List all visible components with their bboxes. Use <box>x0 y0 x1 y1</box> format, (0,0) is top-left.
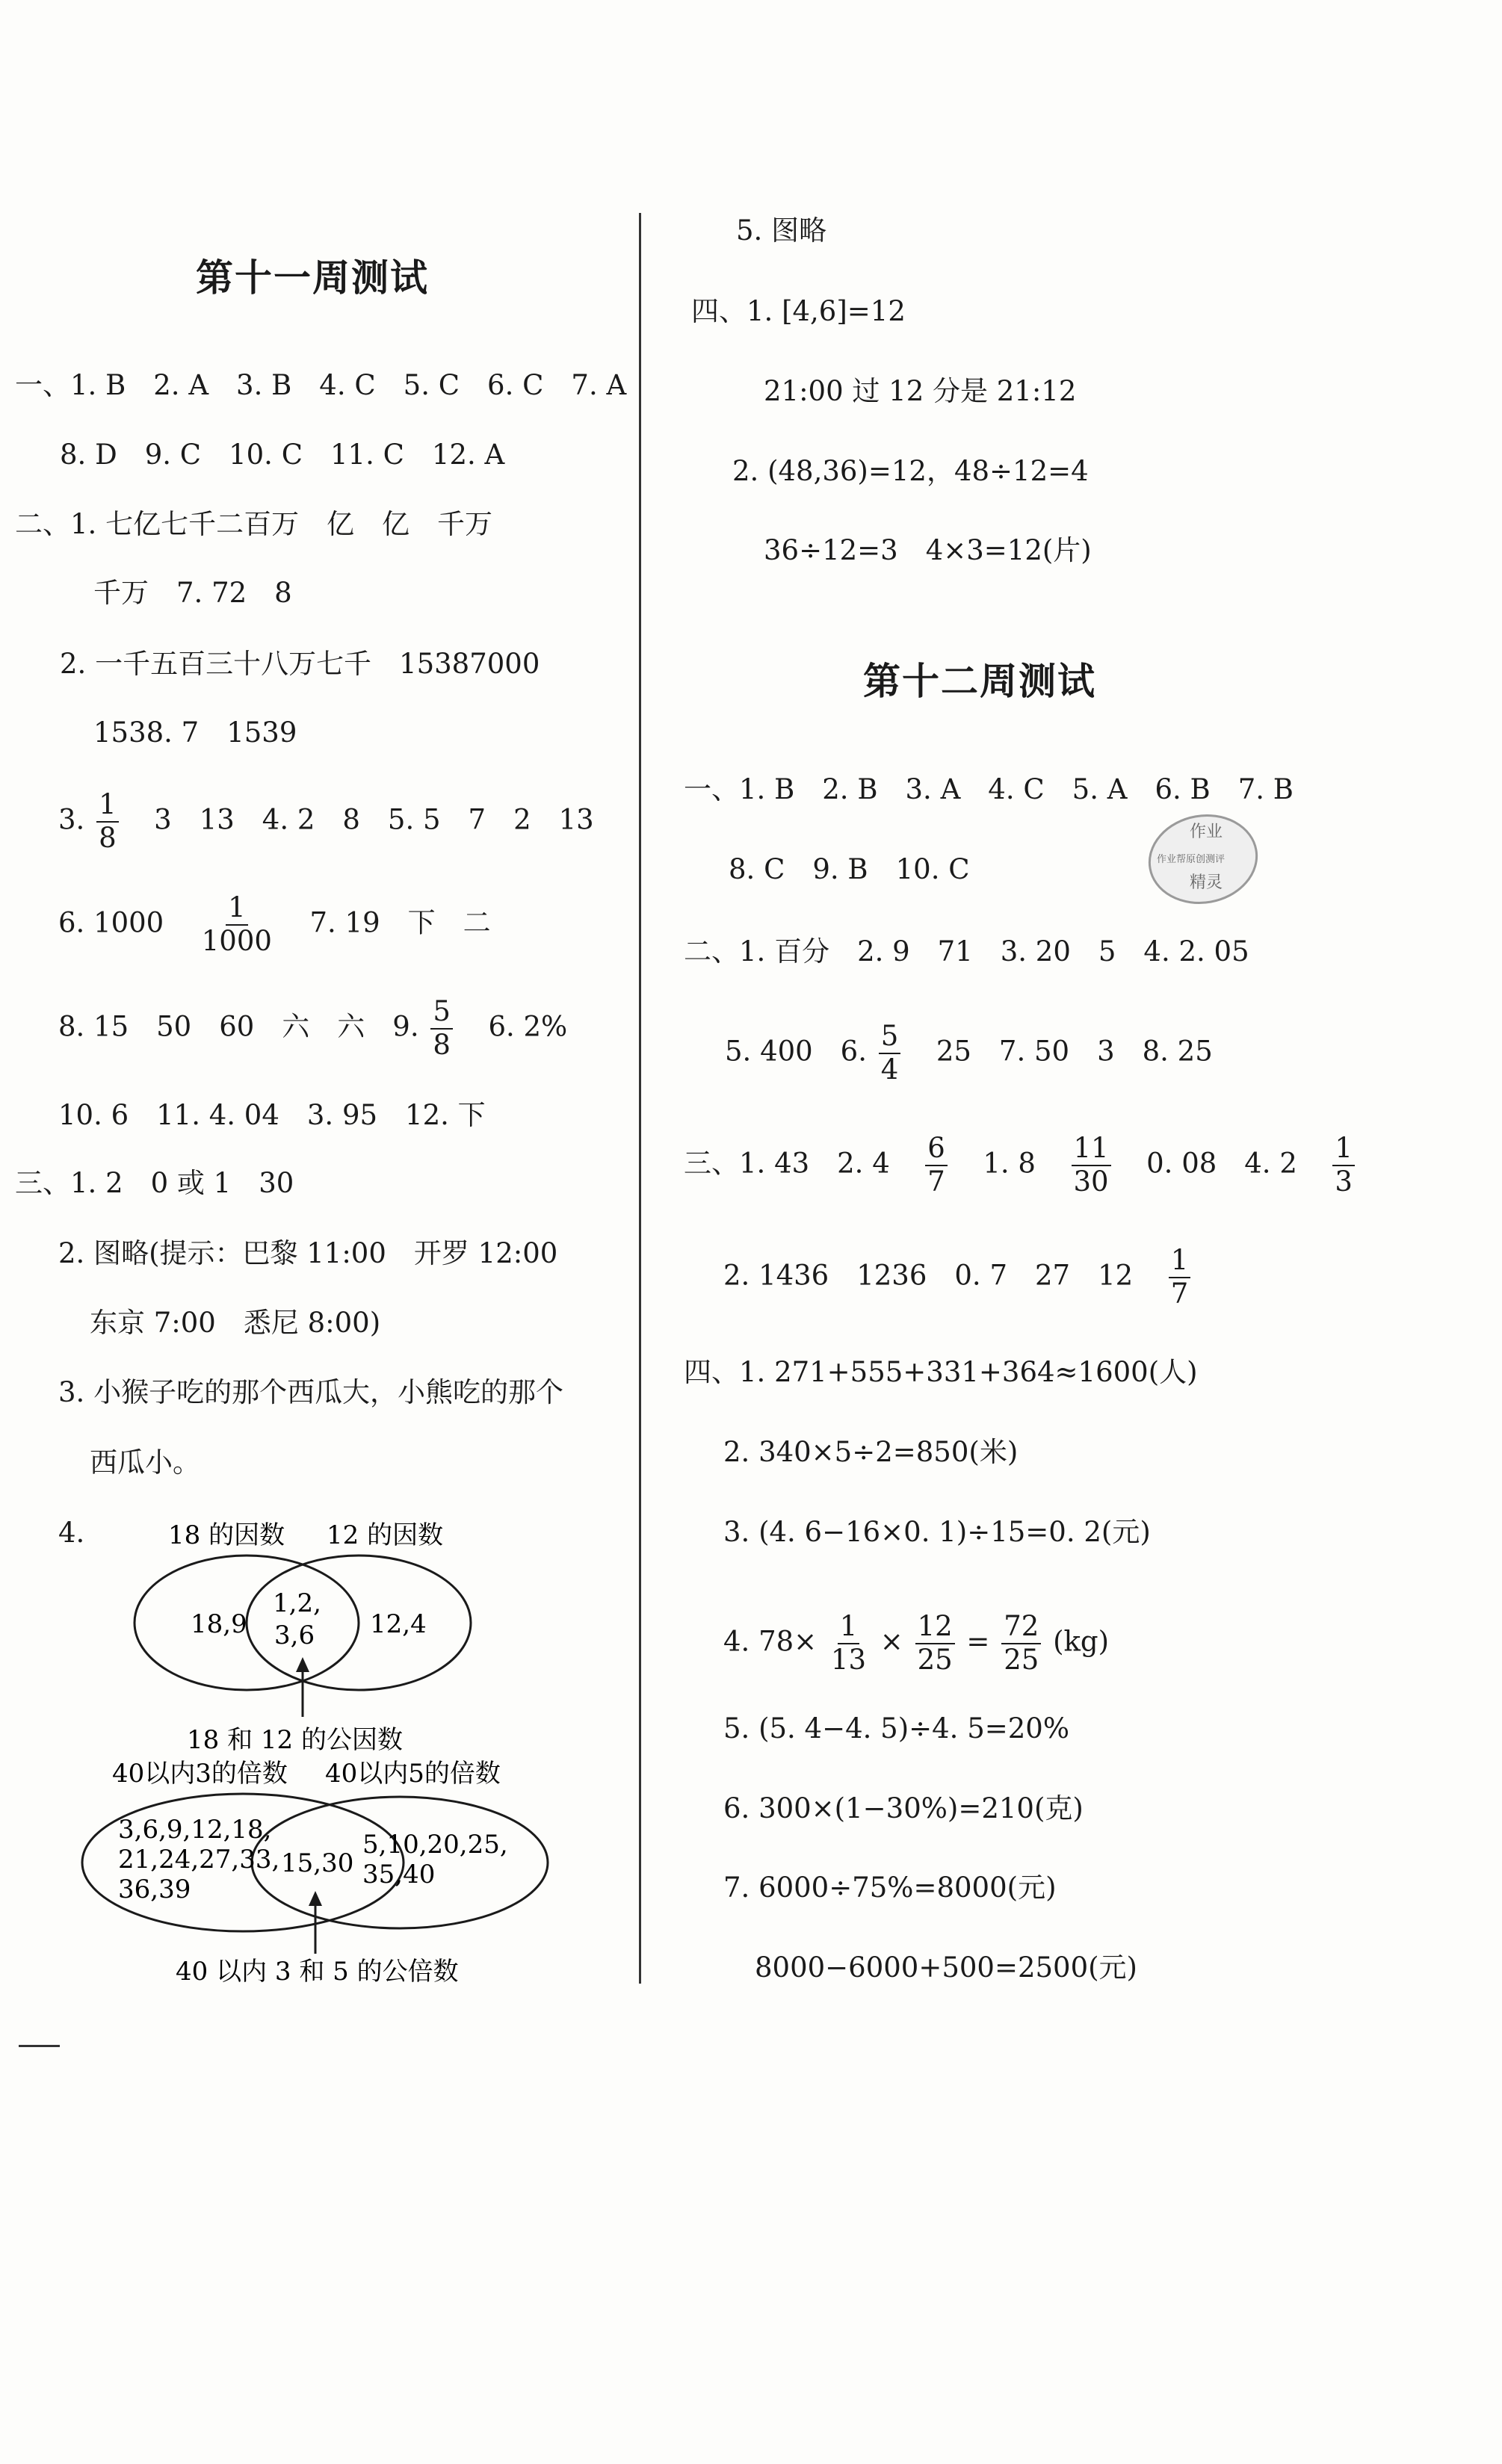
q9-fraction: $\frac{5}{8}$ <box>430 997 453 1060</box>
s3-mid2: 0. 08 4. 2 <box>1146 1147 1297 1180</box>
week11-q6-line <box>58 891 491 957</box>
week12-section4-line1: 四、1. 271+555+331+364≈1600(人) <box>684 1356 1198 1388</box>
week11-section3-line4: 3. 小猴子吃的那个西瓜大，小熊吃的那个 <box>58 1376 564 1408</box>
week12-section3-line1 <box>684 1134 1358 1197</box>
venn1-common-line1: 1,2, <box>273 1588 321 1618</box>
venn-diagram-factors <box>120 1509 508 1756</box>
venn1-caption: 18 和 12 的公因数 <box>187 1725 403 1755</box>
week12-section4-line4 <box>723 1612 1109 1675</box>
week11-section3-line2: 2. 图略(提示：巴黎 11:00 开罗 12:00 <box>58 1237 558 1269</box>
venn1-common-line2: 3,6 <box>274 1621 315 1650</box>
venn2-caption: 40 以内 3 和 5 的公倍数 <box>176 1957 459 1987</box>
watermark-stamp <box>1143 807 1263 911</box>
week12-section2-line1: 二、1. 百分 2. 9 71 3. 20 5 4. 2. 05 <box>684 935 1249 968</box>
fraction-6-7: $\frac{6}{7}$ <box>925 1134 948 1197</box>
venn1-left-only: 18,9 <box>191 1609 247 1639</box>
week11-section2-line1: 二、1. 七亿七千二百万 亿 亿 千万 <box>15 508 493 540</box>
week11-section2-line3: 2. 一千五百三十八万七千 15387000 <box>60 648 540 680</box>
week-11-title: 第十一周测试 <box>196 256 429 300</box>
venn1-left-label: 18 的因数 <box>168 1520 285 1550</box>
fraction-1-7: $\frac{1}{7}$ <box>1169 1246 1191 1309</box>
week11-section3-line3: 东京 7:00 悉尼 8:00) <box>90 1307 381 1339</box>
stamp-line2: 作业帮原创测评 <box>1157 854 1226 865</box>
q6-label: 6. 1000 <box>58 906 164 939</box>
venn2-left-label: 40以内3的倍数 <box>112 1759 288 1789</box>
stamp-line1: 作业 <box>1190 823 1223 841</box>
q8-text: 8. 15 50 60 六 六 9. <box>58 1010 419 1043</box>
venn1-right-label: 12 的因数 <box>327 1520 444 1550</box>
q6-rest: 7. 19 下 二 <box>309 906 491 939</box>
week12-section4-line3: 3. (4. 6−16×0. 1)÷15=0. 2(元) <box>723 1516 1151 1548</box>
week12-section4-line8: 8000−6000+500=2500(元) <box>755 1951 1137 1984</box>
week12-section3-line2 <box>723 1246 1193 1309</box>
q8-rest: 6. 2% <box>488 1010 568 1043</box>
week11-section2-line4: 1538. 7 1539 <box>93 716 297 749</box>
week12-section4-line2: 2. 340×5÷2=850(米) <box>723 1436 1019 1468</box>
week11-cont-line1: 5. 图略 <box>736 214 827 247</box>
s3-label: 三、1. 43 2. 4 <box>684 1147 890 1180</box>
fraction-12-25: $\frac{12}{25}$ <box>915 1612 955 1675</box>
q3-rest: 3 13 4. 2 8 5. 5 7 2 13 <box>154 803 594 836</box>
fraction-11-30: $\frac{11}{30}$ <box>1072 1134 1111 1197</box>
q6-fraction: $\frac{1}{1000}$ <box>201 891 272 957</box>
week11-section3-line1: 三、1. 2 0 或 1 30 <box>15 1167 294 1199</box>
venn2-left-line2: 21,24,27,33, <box>118 1845 280 1875</box>
stamp-line3: 精灵 <box>1190 873 1223 892</box>
q4-part-d: (kg) <box>1053 1625 1110 1658</box>
column-divider <box>639 213 641 1984</box>
week11-q8-line <box>58 997 567 1060</box>
week11-cont-line5: 36÷12=3 4×3=12(片) <box>764 534 1092 566</box>
week12-section4-line7: 7. 6000÷75%=8000(元) <box>723 1872 1057 1904</box>
q4-part-a: 4. 78× <box>723 1625 818 1658</box>
venn-diagram-multiples <box>75 1752 568 1999</box>
q3-fraction: $\frac{1}{8}$ <box>96 790 119 853</box>
venn2-right-label: 40以内5的倍数 <box>325 1759 501 1789</box>
week11-cont-line2: 四、1. [4,6]=12 <box>691 295 906 327</box>
week11-cont-line3: 21:00 过 12 分是 21:12 <box>764 375 1077 407</box>
week11-section1-line2: 8. D 9. C 10. C 11. C 12. A <box>60 439 505 471</box>
week11-cont-line4: 2. (48,36)=12，48÷12=4 <box>732 455 1089 487</box>
venn2-left-line1: 3,6,9,12,18, <box>118 1815 272 1845</box>
week11-q10-line: 10. 6 11. 4. 04 3. 95 12. 下 <box>58 1099 486 1131</box>
venn2-left-line3: 36,39 <box>118 1875 191 1904</box>
venn2-right-line2: 35,40 <box>362 1860 436 1889</box>
week11-section1-line1: 一、1. B 2. A 3. B 4. C 5. C 6. C 7. A <box>15 369 627 401</box>
week12-q5-line <box>725 1022 1213 1085</box>
q5-rest: 25 7. 50 3 8. 25 <box>936 1035 1213 1068</box>
week11-q4-label: 4. <box>58 1517 85 1549</box>
week-12-title: 第十二周测试 <box>863 660 1096 703</box>
week11-section2-line2: 千万 7. 72 8 <box>93 577 292 609</box>
venn1-right-only: 12,4 <box>370 1609 427 1639</box>
q3-label: 3. <box>58 803 85 836</box>
venn2-arrow-head <box>309 1891 322 1906</box>
footer-rule <box>19 2045 60 2047</box>
fraction-72-25: $\frac{72}{25}$ <box>1001 1612 1041 1675</box>
week11-section3-line5: 西瓜小。 <box>90 1446 200 1479</box>
venn1-arrow-head <box>296 1657 309 1672</box>
q5-text: 5. 400 6. <box>725 1035 867 1068</box>
week12-section4-line6: 6. 300×(1−30%)=210(克) <box>723 1792 1084 1824</box>
q6-fraction-5-4: $\frac{5}{4}$ <box>879 1022 901 1085</box>
q4-part-c: = <box>966 1625 990 1658</box>
week12-section1-line1: 一、1. B 2. B 3. A 4. C 5. A 6. B 7. B <box>684 773 1294 805</box>
venn2-common: 15,30 <box>281 1848 354 1878</box>
s3-mid1: 1. 8 <box>983 1147 1036 1180</box>
fraction-1-13: $\frac{1}{13}$ <box>830 1610 867 1676</box>
week12-section1-line2: 8. C 9. B 10. C <box>729 853 970 885</box>
week12-section4-line5: 5. (5. 4−4. 5)÷4. 5=20% <box>723 1712 1069 1745</box>
week11-q3-line <box>58 790 594 853</box>
fraction-1-3: $\frac{1}{3}$ <box>1332 1134 1355 1197</box>
s3-line2-text: 2. 1436 1236 0. 7 27 12 <box>723 1259 1134 1292</box>
q4-part-b: × <box>880 1625 903 1658</box>
venn2-right-line1: 5,10,20,25, <box>362 1830 508 1860</box>
